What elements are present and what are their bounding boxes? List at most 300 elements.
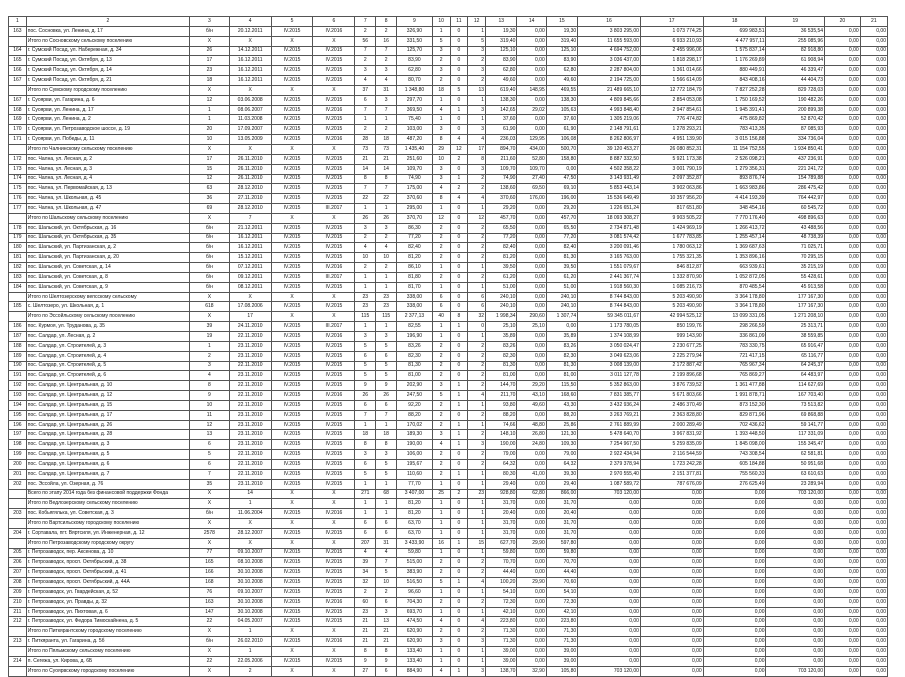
table-cell: 23.11.2010: [229, 479, 271, 489]
table-cell: 7: [376, 105, 397, 115]
table-cell: 870 485,54: [703, 282, 766, 292]
table-cell: IV.2015: [271, 253, 313, 263]
table-cell: 0,00: [517, 125, 546, 135]
table-row: [9, 400, 888, 410]
table-cell: 43,30: [546, 400, 577, 410]
table-cell: 96,60: [397, 587, 433, 597]
table-cell: 0,00: [825, 459, 861, 469]
table-cell: 850 199,76: [640, 322, 703, 332]
table-cell: 0,00: [825, 450, 861, 460]
table-cell: 0,00: [860, 154, 887, 164]
table-cell: X: [313, 85, 355, 95]
table-cell: 0,00: [517, 302, 546, 312]
table-cell: IV.2016: [313, 105, 355, 115]
table-row: [9, 302, 888, 312]
table-cell: IV.2015: [271, 509, 313, 519]
table-cell: 1: [468, 282, 486, 292]
table-row: [9, 656, 888, 666]
table-cell: X: [313, 144, 355, 154]
table-cell: 2 225 279,94: [640, 351, 703, 361]
table-cell: 2: [432, 272, 450, 282]
table-cell: 0,00: [766, 548, 825, 558]
table-cell: 190: [9, 361, 27, 371]
table-cell: 173: [9, 164, 27, 174]
table-cell: 22.11.2010: [229, 332, 271, 342]
table-cell: 0,00: [640, 489, 703, 499]
table-cell: 61 908,94: [766, 56, 825, 66]
table-cell: 22: [355, 194, 376, 204]
table-cell: 190,00: [397, 440, 433, 450]
table-cell: 1: [432, 332, 450, 342]
table-cell: 10: [355, 253, 376, 263]
table-cell: пос. Салдар, ул. Центральная, д. 6: [26, 459, 189, 469]
table-cell: 10 357 956,20: [640, 194, 703, 204]
table-cell: IV.2015: [271, 479, 313, 489]
table-cell: 31: [376, 85, 397, 95]
table-cell: 880 449,91: [703, 66, 766, 76]
table-cell: 2: [432, 459, 450, 469]
table-cell: 5: [450, 85, 468, 95]
table-cell: 221 241,72: [766, 164, 825, 174]
table-cell: 0,00: [860, 607, 887, 617]
table-cell: 80,70: [397, 76, 433, 86]
table-cell: IV.2015: [271, 617, 313, 627]
table-cell: 169: [9, 115, 27, 125]
table-cell: 23: [376, 302, 397, 312]
table-cell: 49,60: [517, 400, 546, 410]
table-cell: 13: [376, 617, 397, 627]
table-cell: 17: [190, 154, 230, 164]
table-cell: 3: [355, 450, 376, 460]
subtotal-row: [9, 85, 888, 95]
table-row: [9, 66, 888, 76]
table-cell: 1: [229, 647, 271, 657]
table-cell: [9, 666, 27, 676]
table-cell: 0,00: [860, 509, 887, 519]
table-cell: 0: [450, 597, 468, 607]
table-cell: 106,00: [397, 450, 433, 460]
table-cell: 18 093 308,27: [578, 213, 641, 223]
table-row: [9, 76, 888, 86]
table-cell: 49,60: [546, 76, 577, 86]
table-cell: 8: [355, 174, 376, 184]
table-cell: IV.2015: [313, 223, 355, 233]
table-cell: г. Петрозаводск, просп. Октябрьский, д. 41: [26, 568, 189, 578]
table-cell: 28: [355, 135, 376, 145]
table-cell: 25,86: [546, 420, 577, 430]
table-cell: X: [190, 312, 230, 322]
table-cell: 177: [9, 204, 27, 214]
table-cell: 0,00: [640, 666, 703, 676]
table-row: [9, 410, 888, 420]
table-cell: 2 116 544,59: [640, 450, 703, 460]
table-cell: 843 408,16: [703, 76, 766, 86]
table-cell: пос. Салдар, ул. Строителей, д. 5: [26, 361, 189, 371]
table-cell: IV.2015: [313, 361, 355, 371]
table-cell: 0,00: [517, 548, 546, 558]
table-cell: 0,00: [766, 656, 825, 666]
table-cell: 74,90: [397, 174, 433, 184]
table-row: [9, 26, 888, 36]
table-cell: 83,26: [397, 341, 433, 351]
table-cell: 60 545,72: [766, 204, 825, 214]
table-cell: 17: [229, 312, 271, 322]
table-cell: 1 305 219,06: [578, 115, 641, 125]
table-cell: 181: [9, 253, 27, 263]
table-cell: 168,60: [546, 391, 577, 401]
table-cell: 500,70: [546, 144, 577, 154]
table-cell: 0,00: [825, 85, 861, 95]
table-cell: 0,00: [860, 233, 887, 243]
table-cell: 166: [190, 568, 230, 578]
table-cell: 5 203 490,90: [640, 302, 703, 312]
table-cell: 185: [9, 302, 27, 312]
table-cell: 64,32: [486, 459, 517, 469]
table-cell: 6: [376, 597, 397, 607]
table-cell: IV.2015: [271, 410, 313, 420]
table-cell: 0,00: [517, 56, 546, 66]
table-cell: 0,00: [860, 85, 887, 95]
table-cell: 0,00: [517, 292, 546, 302]
table-cell: 105,63: [546, 105, 577, 115]
table-cell: 1: [229, 627, 271, 637]
table-cell: 21: [355, 627, 376, 637]
table-cell: 1: [432, 115, 450, 125]
table-cell: б/н: [190, 263, 230, 273]
table-cell: 23.11.2010: [229, 430, 271, 440]
subtotal-row: [9, 36, 888, 46]
table-cell: 22.11.2010: [229, 381, 271, 391]
table-cell: 26: [376, 213, 397, 223]
table-cell: 1: [468, 26, 486, 36]
table-cell: 0: [450, 519, 468, 529]
table-cell: 370,60: [397, 194, 433, 204]
table-cell: 0,00: [517, 656, 546, 666]
table-cell: 18: [355, 430, 376, 440]
table-cell: X: [313, 36, 355, 46]
table-cell: 0,00: [860, 371, 887, 381]
table-cell: IV.2015: [313, 194, 355, 204]
table-cell: 29,40: [486, 479, 517, 489]
table-cell: 1: [450, 538, 468, 548]
table-cell: IV.2015: [271, 637, 313, 647]
table-cell: 271: [355, 489, 376, 499]
table-cell: 176: [9, 194, 27, 204]
table-cell: 0: [450, 479, 468, 489]
table-cell: 295,00: [397, 204, 433, 214]
table-cell: 0,00: [578, 509, 641, 519]
table-cell: 187: [9, 332, 27, 342]
table-cell: IV.2016: [313, 135, 355, 145]
table-cell: IV.2015: [313, 233, 355, 243]
table-cell: Итого по Петрозаводскому городскому округу: [26, 538, 189, 548]
table-cell: 73: [355, 144, 376, 154]
table-cell: 39: [355, 558, 376, 568]
table-cell: 0,00: [860, 135, 887, 145]
table-cell: X: [190, 292, 230, 302]
table-cell: 487,20: [397, 135, 433, 145]
table-cell: 8 887 332,50: [578, 154, 641, 164]
table-cell: 0,00: [860, 430, 887, 440]
table-cell: 8: [355, 440, 376, 450]
table-cell: 26 080 852,31: [640, 144, 703, 154]
table-cell: [9, 213, 27, 223]
table-cell: 1: [468, 400, 486, 410]
table-cell: 115: [355, 312, 376, 322]
table-cell: 240,10: [546, 292, 577, 302]
table-cell: 0,00: [640, 568, 703, 578]
table-cell: 32: [355, 578, 376, 588]
table-cell: 0,00: [546, 164, 577, 174]
table-cell: IV.2015: [313, 528, 355, 538]
table-cell: 0: [450, 66, 468, 76]
table-cell: 0,00: [860, 450, 887, 460]
table-row: [9, 115, 888, 125]
table-cell: 1: [468, 263, 486, 273]
table-cell: 144,70: [486, 381, 517, 391]
table-cell: 4: [432, 105, 450, 115]
table-cell: 52 870,42: [766, 115, 825, 125]
table-cell: 168: [9, 105, 27, 115]
table-cell: 0,00: [825, 341, 861, 351]
table-cell: IV.2015: [271, 440, 313, 450]
table-cell: IV.2015: [313, 400, 355, 410]
table-cell: 0,00: [517, 509, 546, 519]
subtotal-row: [9, 292, 888, 302]
table-cell: IV.2015: [313, 282, 355, 292]
table-cell: 1 677 783,85: [640, 233, 703, 243]
table-cell: 2 486 370,49: [640, 400, 703, 410]
table-cell: IV.2015: [271, 282, 313, 292]
table-cell: 703 120,00: [766, 666, 825, 676]
table-cell: 0,00: [703, 519, 766, 529]
table-row: [9, 282, 888, 292]
table-cell: 0: [450, 302, 468, 312]
table-cell: 35,89: [486, 332, 517, 342]
table-cell: IV.2015: [271, 263, 313, 273]
table-cell: IV.2015: [313, 459, 355, 469]
table-cell: 1 374 108,99: [578, 332, 641, 342]
table-row: [9, 440, 888, 450]
table-cell: 2: [450, 489, 468, 499]
table-cell: 1: [432, 587, 450, 597]
table-cell: 88,20: [546, 410, 577, 420]
table-cell: 457,70: [486, 213, 517, 223]
table-cell: IV.2015: [313, 184, 355, 194]
table-cell: 77,70: [397, 479, 433, 489]
table-cell: 1: [355, 499, 376, 509]
table-cell: 180: [9, 243, 27, 253]
table-cell: 1: [468, 420, 486, 430]
table-cell: г. Сумский Посад, ул. Набережная, д. 34: [26, 46, 189, 56]
table-cell: 2 148 791,61: [578, 125, 641, 135]
table-cell: 193: [9, 391, 27, 401]
table-cell: 3 902 063,86: [640, 184, 703, 194]
table-cell: 212: [9, 617, 27, 627]
table-cell: 23 289,94: [766, 479, 825, 489]
table-cell: 125,10: [546, 46, 577, 56]
table-cell: 59,80: [397, 548, 433, 558]
table-cell: 1 424 969,19: [640, 223, 703, 233]
table-cell: Итого по Вартсильскому городскому поселению: [26, 519, 189, 529]
table-cell: 1: [355, 115, 376, 125]
table-cell: 0,00: [825, 666, 861, 676]
table-cell: 829 728,03: [766, 85, 825, 95]
table-cell: 56: [355, 36, 376, 46]
table-cell: 82,30: [546, 351, 577, 361]
table-cell: 1: [376, 115, 397, 125]
table-cell: 4: [468, 391, 486, 401]
table-row: [9, 459, 888, 469]
table-cell: пос. Эссойла, ул. Озерная, д. 76: [26, 479, 189, 489]
table-cell: 0,00: [517, 459, 546, 469]
table-cell: пос. Шальский, ул. Партизанская, д. 20: [26, 253, 189, 263]
table-cell: 109,70: [517, 164, 546, 174]
table-cell: IV.2015: [271, 204, 313, 214]
table-cell: 195,67: [397, 459, 433, 469]
table-row: [9, 204, 888, 214]
table-cell: 6 933 210,93: [640, 36, 703, 46]
table-cell: 0,00: [825, 272, 861, 282]
column-number: 21: [860, 17, 887, 27]
table-cell: 8: [190, 381, 230, 391]
table-cell: 251,60: [397, 154, 433, 164]
table-cell: X: [190, 647, 230, 657]
table-cell: 0,00: [825, 587, 861, 597]
table-cell: 0,00: [703, 587, 766, 597]
table-cell: 0,00: [860, 292, 887, 302]
table-cell: 9: [190, 391, 230, 401]
table-cell: 1: [376, 479, 397, 489]
table-cell: 105,80: [546, 666, 577, 676]
table-cell: 50 951,68: [766, 459, 825, 469]
table-cell: 0,00: [517, 479, 546, 489]
table-cell: 0,00: [860, 223, 887, 233]
table-cell: 0,00: [825, 420, 861, 430]
table-cell: 2: [468, 341, 486, 351]
table-cell: 2: [432, 361, 450, 371]
table-cell: 11 655 593,00: [578, 36, 641, 46]
table-cell: 1: [355, 204, 376, 214]
table-cell: 1 369 687,63: [703, 243, 766, 253]
table-cell: 191: [9, 371, 27, 381]
table-cell: 4: [355, 243, 376, 253]
table-cell: IV.2015: [271, 607, 313, 617]
table-cell: 39 120 453,27: [578, 144, 641, 154]
table-cell: 0,00: [825, 617, 861, 627]
table-cell: 0,00: [860, 440, 887, 450]
table-cell: 199: [9, 450, 27, 460]
table-cell: 4: [376, 243, 397, 253]
table-cell: 8: [355, 647, 376, 657]
table-cell: 74,90: [486, 174, 517, 184]
table-cell: 8 744 843,00: [578, 302, 641, 312]
table-cell: 12 772 184,79: [640, 85, 703, 95]
table-cell: 297,70: [397, 95, 433, 105]
table-cell: 1: [468, 469, 486, 479]
table-cell: 0,00: [578, 607, 641, 617]
table-cell: 28.12.2010: [229, 204, 271, 214]
table-cell: 8 262 806,97: [578, 135, 641, 145]
table-cell: 663 939,61: [703, 263, 766, 273]
table-cell: 0,00: [825, 253, 861, 263]
table-cell: 5 671 803,66: [640, 391, 703, 401]
table-cell: 209: [9, 587, 27, 597]
table-cell: Итого по Шальскому сельскому поселению: [26, 213, 189, 223]
table-cell: пос. Салдар, ул. Центральная, д. 3: [26, 440, 189, 450]
table-cell: 0,00: [860, 597, 887, 607]
table-cell: X: [313, 312, 355, 322]
table-cell: 1 226 651,24: [578, 204, 641, 214]
table-row: [9, 184, 888, 194]
table-cell: 65 116,77: [766, 351, 825, 361]
housing-program-table: [8, 16, 888, 677]
table-cell: 3: [376, 607, 397, 617]
table-cell: X: [229, 85, 271, 95]
table-cell: 0: [450, 332, 468, 342]
table-cell: 2 761 889,99: [578, 420, 641, 430]
table-cell: 0,00: [825, 627, 861, 637]
column-number: 17: [640, 17, 703, 27]
table-cell: 0,00: [860, 351, 887, 361]
table-cell: X: [271, 666, 313, 676]
table-cell: 0,00: [860, 164, 887, 174]
subtotal-row: [9, 312, 888, 322]
table-cell: 0,00: [825, 125, 861, 135]
table-cell: 82,30: [486, 351, 517, 361]
table-cell: пос. Шальский, ул. Советская, д. 9: [26, 282, 189, 292]
table-cell: 21: [355, 617, 376, 627]
table-cell: 703 120,00: [578, 666, 641, 676]
table-cell: 3: [468, 105, 486, 115]
table-cell: 4: [468, 617, 486, 627]
table-cell: 1: [450, 400, 468, 410]
table-cell: 1 780 063,12: [640, 243, 703, 253]
table-cell: 82,40: [486, 243, 517, 253]
table-cell: 0,00: [825, 578, 861, 588]
table-cell: пос. Шальский, ул. Октябрьская, д. 16: [26, 223, 189, 233]
table-cell: 11.03.2008: [229, 115, 271, 125]
table-cell: 45 913,58: [766, 282, 825, 292]
table-cell: IV.2015: [313, 558, 355, 568]
table-cell: 168: [190, 578, 230, 588]
table-row: [9, 154, 888, 164]
table-cell: 24.11.2010: [229, 322, 271, 332]
table-cell: 117 331,09: [766, 430, 825, 440]
table-cell: 0: [450, 371, 468, 381]
table-cell: 0,00: [825, 292, 861, 302]
table-cell: 75,40: [397, 115, 433, 125]
table-cell: 42 994 525,12: [640, 312, 703, 322]
table-cell: 597,80: [546, 538, 577, 548]
table-cell: 154 789,88: [766, 174, 825, 184]
table-cell: 0,00: [825, 233, 861, 243]
table-cell: 27: [355, 666, 376, 676]
table-cell: 1: [450, 322, 468, 332]
table-cell: 5: [376, 568, 397, 578]
table-cell: 3 263 769,21: [578, 410, 641, 420]
table-cell: Итого по Чалнинскому сельскому поселению: [26, 144, 189, 154]
table-cell: 08.12.2011: [229, 282, 271, 292]
table-cell: X: [190, 85, 230, 95]
table-cell: 60: [355, 597, 376, 607]
table-cell: III.2017: [313, 322, 355, 332]
table-cell: 0,00: [825, 213, 861, 223]
table-cell: X: [313, 519, 355, 529]
table-cell: 81,20: [397, 253, 433, 263]
table-cell: 37: [355, 85, 376, 95]
table-cell: 4: [450, 194, 468, 204]
